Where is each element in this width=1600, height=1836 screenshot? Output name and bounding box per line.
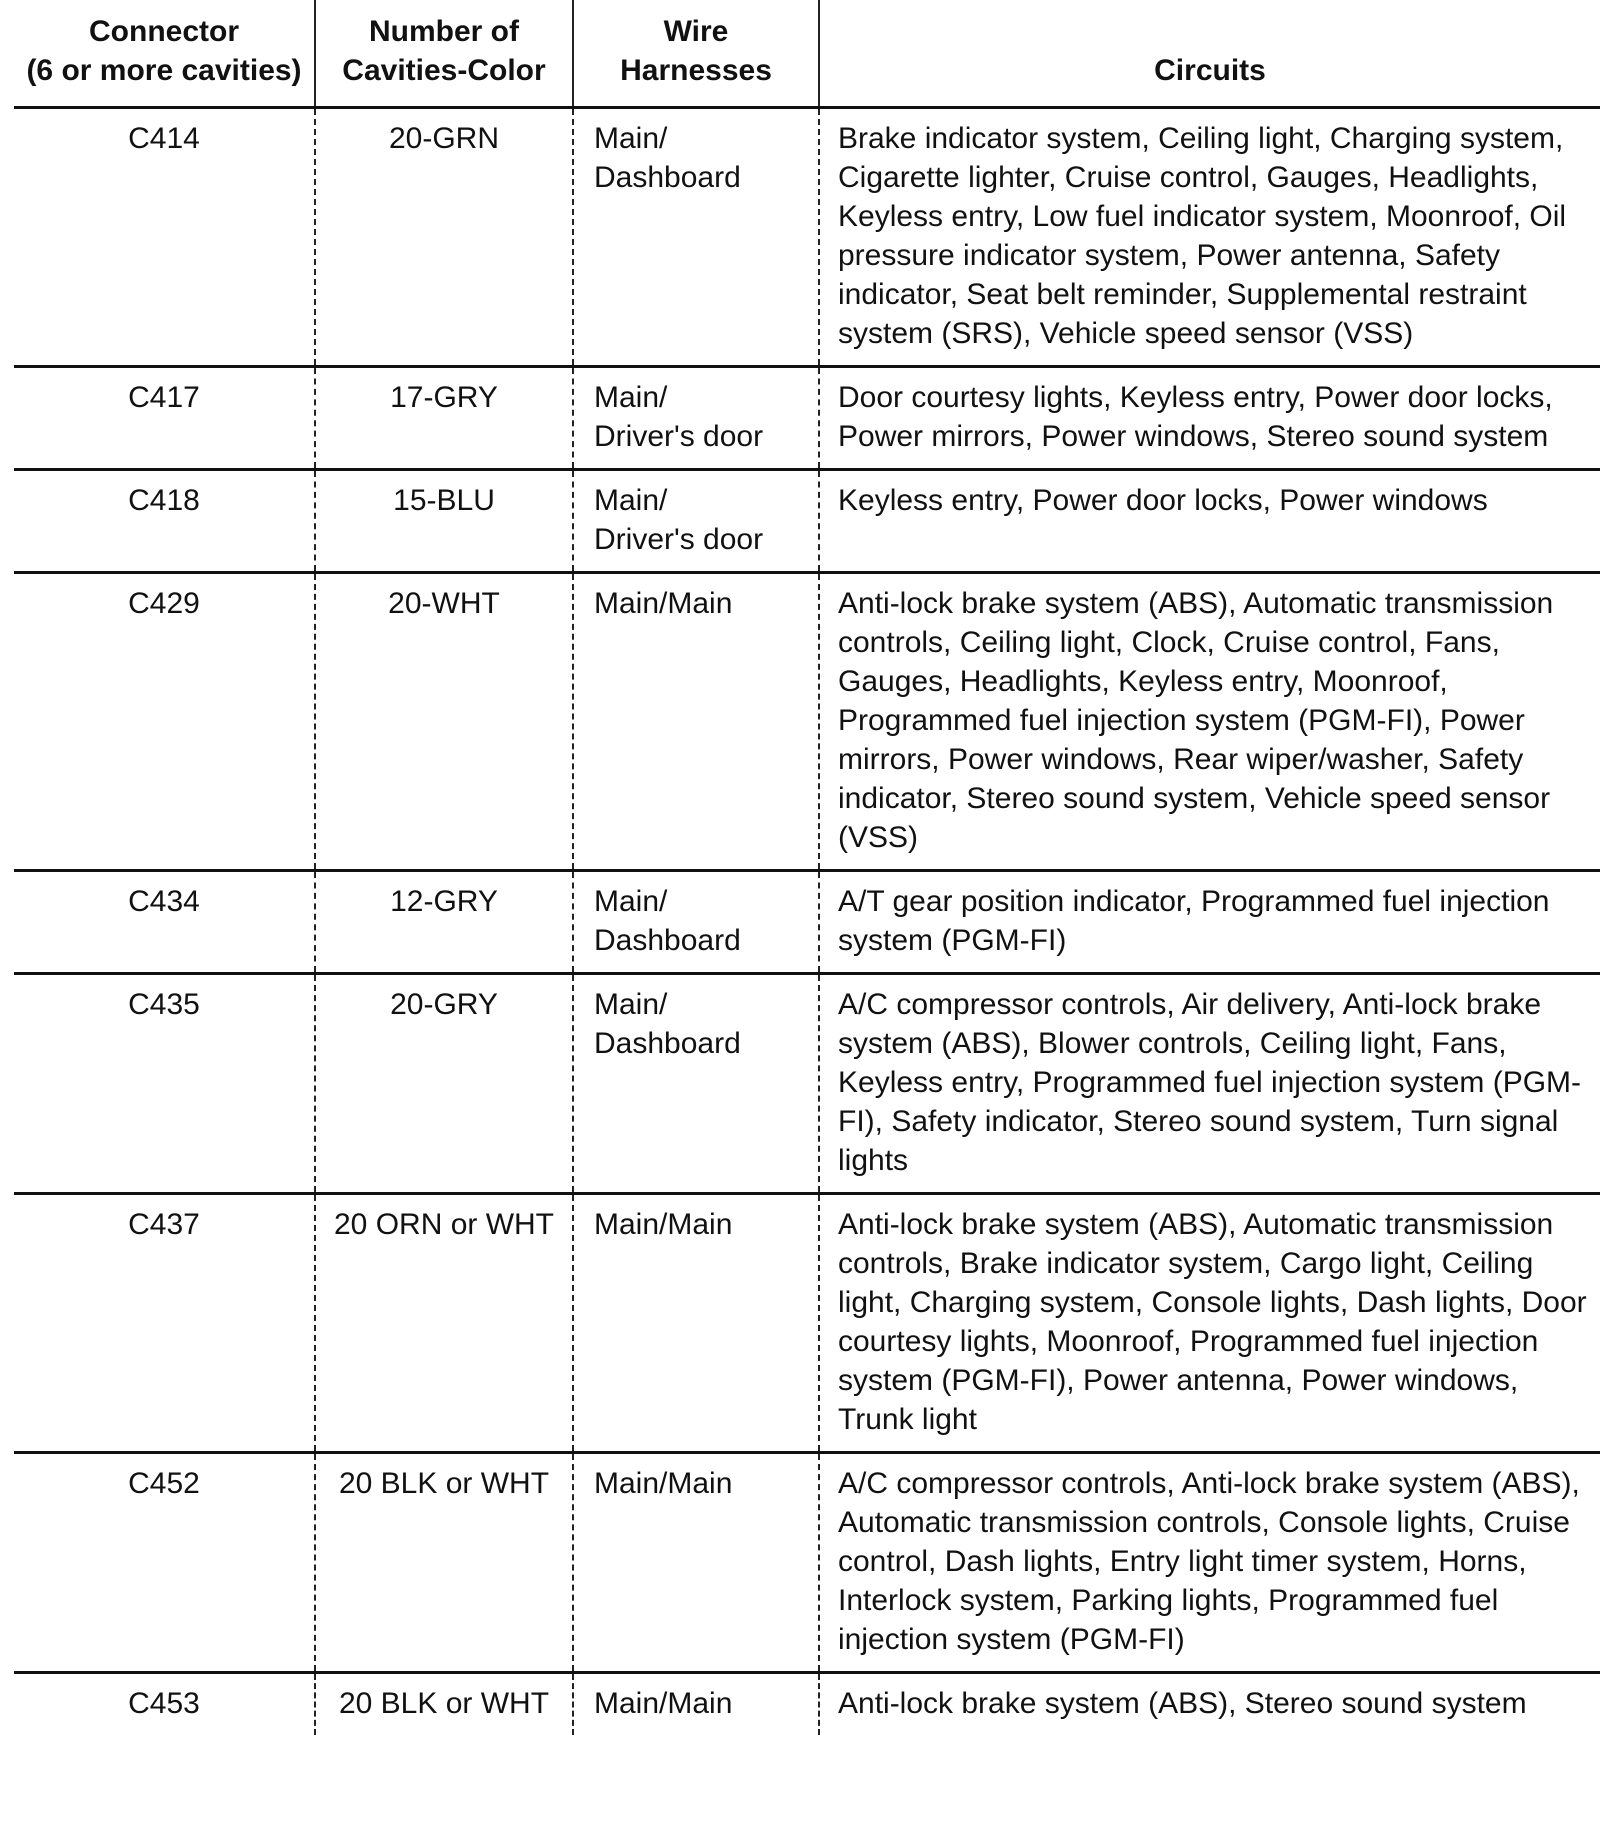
cell-harnesses: Main/ Dashboard	[573, 871, 819, 974]
cell-harnesses: Main/ Driver's door	[573, 470, 819, 573]
table-row	[14, 1453, 1600, 1673]
table-row	[14, 470, 1600, 573]
cell-connector: C418	[14, 470, 315, 573]
cell-circuits: Anti-lock brake system (ABS), Automatic transmission controls, Ceiling light, Clock, Cruise control, Fans, Gauges, Headlights, Keyless entry, Moonroof, Programmed fuel injection system (PGM-FI), Power mirrors, Power windows, Rear wiper/washer, Safety indicator, Stereo sound system, Vehicle speed sensor (VSS)	[819, 573, 1600, 871]
cell-harnesses: Main/ Dashboard	[573, 974, 819, 1194]
cell-circuits: A/C compressor controls, Air delivery, Anti-lock brake system (ABS), Blower controls, Ceiling light, Fans, Keyless entry, Programmed fuel injection system (PGM-FI), Safety indicator, Stereo sound system, Turn signal lights	[819, 974, 1600, 1194]
connector-table	[14, 0, 1600, 1735]
cell-connector: C429	[14, 573, 315, 871]
table-row	[14, 108, 1600, 367]
cell-circuits: Anti-lock brake system (ABS), Stereo sound system	[819, 1673, 1600, 1736]
table-row	[14, 1673, 1600, 1736]
header-row	[14, 0, 1600, 108]
cell-cavities: 20 BLK or WHT	[315, 1673, 573, 1736]
cell-connector: C435	[14, 974, 315, 1194]
table-header	[14, 0, 1600, 108]
table-row	[14, 367, 1600, 470]
cell-circuits: Anti-lock brake system (ABS), Automatic transmission controls, Brake indicator system, Cargo light, Ceiling light, Charging system, Console lights, Dash lights, Door courtesy lights, Moonroof, Programmed fuel injection system (PGM-FI), Power antenna, Power windows, Trunk light	[819, 1194, 1600, 1453]
cell-harnesses: Main/Main	[573, 573, 819, 871]
cell-cavities: 17-GRY	[315, 367, 573, 470]
table-body	[14, 108, 1600, 1736]
header-connector: Connector (6 or more cavities)	[14, 0, 315, 108]
cell-circuits: Door courtesy lights, Keyless entry, Power door locks, Power mirrors, Power windows, Stereo sound system	[819, 367, 1600, 470]
cell-cavities: 12-GRY	[315, 871, 573, 974]
cell-connector: C417	[14, 367, 315, 470]
cell-connector: C414	[14, 108, 315, 367]
cell-cavities: 20 BLK or WHT	[315, 1453, 573, 1673]
cell-cavities: 15-BLU	[315, 470, 573, 573]
cell-harnesses: Main/ Driver's door	[573, 367, 819, 470]
header-harnesses: Wire Harnesses	[573, 0, 819, 108]
cell-circuits: A/T gear position indicator, Programmed fuel injection system (PGM-FI)	[819, 871, 1600, 974]
table-row	[14, 974, 1600, 1194]
header-circuits: Circuits	[819, 0, 1600, 108]
cell-cavities: 20-WHT	[315, 573, 573, 871]
cell-harnesses: Main/Main	[573, 1453, 819, 1673]
cell-connector: C453	[128, 1687, 200, 1720]
page	[14, 0, 1600, 1735]
cell-harnesses: Main/ Dashboard	[573, 108, 819, 367]
cell-connector: C434	[14, 871, 315, 974]
cell-cavities: 20-GRN	[315, 108, 573, 367]
header-cavities: Number of Cavities-Color	[315, 0, 573, 108]
cell-cavities: 20-GRY	[315, 974, 573, 1194]
cell-cavities: 20 ORN or WHT	[315, 1194, 573, 1453]
cell-circuits: Brake indicator system, Ceiling light, Charging system, Cigarette lighter, Cruise control, Gauges, Headlights, Keyless entry, Low fuel indicator system, Moonroof, Oil pressure indicator system, Power antenna, Safety indicator, Seat belt reminder, Supplemental restraint system (SRS), Vehicle speed sensor (VSS)	[819, 108, 1600, 367]
table-row	[14, 1194, 1600, 1453]
table-row	[14, 871, 1600, 974]
cell-harnesses: Main/Main	[573, 1673, 819, 1736]
cell-circuits: Keyless entry, Power door locks, Power windows	[819, 470, 1600, 573]
cell-circuits: A/C compressor controls, Anti-lock brake system (ABS), Automatic transmission controls, Console lights, Cruise control, Dash lights, Entry light timer system, Horns, Interlock system, Parking lights, Programmed fuel injection system (PGM-FI)	[819, 1453, 1600, 1673]
table-row	[14, 573, 1600, 871]
cell-connector: C452	[14, 1453, 315, 1673]
cell-connector: C437	[14, 1194, 315, 1453]
cell-harnesses: Main/Main	[573, 1194, 819, 1453]
